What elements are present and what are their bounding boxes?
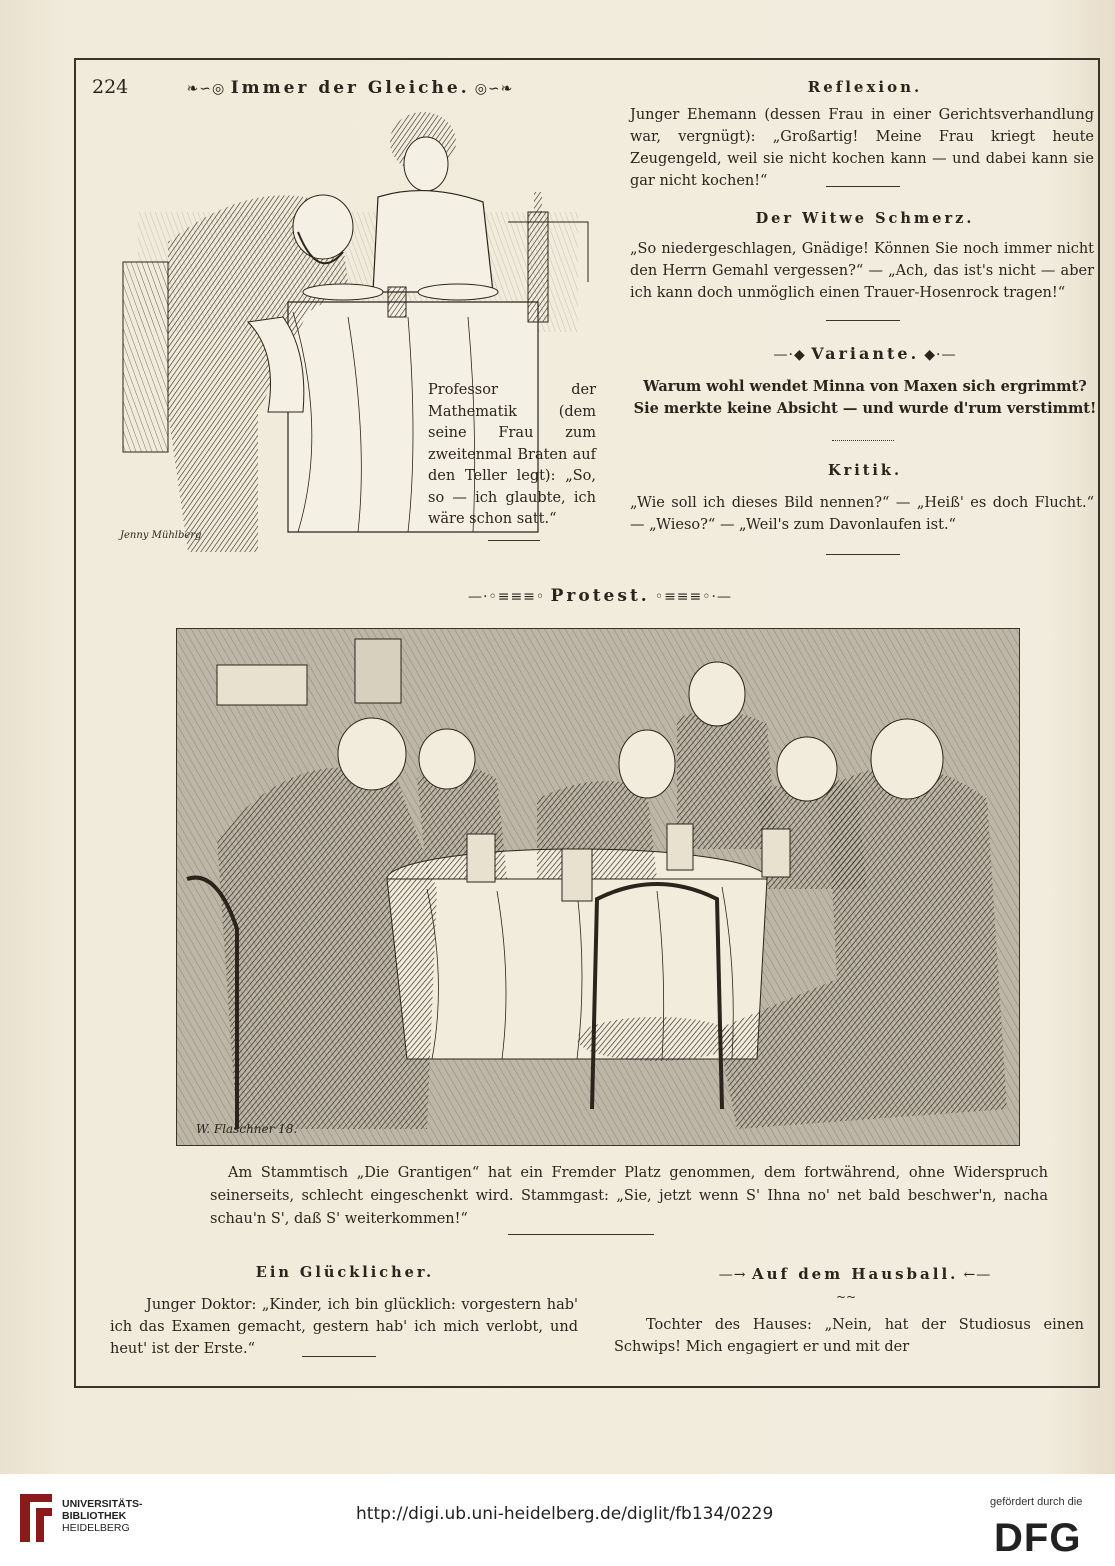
- heading-gluecklicher: Ein Glücklicher.: [255, 1264, 435, 1281]
- ornament-hausball-right: ←—: [963, 1267, 992, 1283]
- divider-protest: [508, 1234, 654, 1235]
- ornament-right: ◎∽❧: [474, 81, 514, 97]
- divider-reflexion: [826, 186, 900, 187]
- text-hausball: Tochter des Hauses: „Nein, hat der Studiosus einen Schwips! Mich engagiert er und mit der: [614, 1317, 1084, 1355]
- footer-bar: [0, 1474, 1115, 1566]
- text-variante: [630, 376, 1100, 420]
- text-reflexion: Junger Ehemann (dessen Frau in einer Gerichtsverhandlung war, vergnügt): „Großartig! Meine Frau kriegt heute Zeugengeld, weil sie nicht kochen kann — und dabei kann sie gar nicht kochen!“: [630, 107, 1094, 189]
- source-url-link[interactable]: http://digi.ub.uni-heidelberg.de/diglit/fb134/0229: [356, 1504, 774, 1524]
- heading-row-hausball: [610, 1264, 1100, 1283]
- text-kritik: „Wie soll ich dieses Bild nennen?“ — „Heiß' es doch Flucht.“ — „Wieso?“ — „Weil's zum Davonlaufen ist.“: [630, 495, 1094, 533]
- library-logo-icon: [16, 1490, 56, 1546]
- divider-variante: [832, 440, 894, 441]
- library-line-1: UNIVERSITÄTS-: [62, 1498, 143, 1510]
- dfg-logo: DFG: [994, 1516, 1082, 1560]
- heading-variante: Variante.: [811, 344, 920, 363]
- library-line-3: HEIDELBERG: [62, 1522, 130, 1534]
- heading-witwe: Der Witwe Schmerz.: [755, 210, 975, 227]
- variante-line-2: Sie merkte keine Absicht — und wurde d'rum verstimmt!: [633, 400, 1097, 417]
- page-number: 224: [92, 76, 129, 98]
- caption-professor: Professor der Mathematik (dem seine Frau zum zweitenmal Braten auf den Teller legt): „So, so — ich glaubte, ich wäre schon satt.“: [428, 382, 596, 527]
- text-gluecklicher: Junger Doktor: „Kinder, ich bin glücklich: vorgestern hab' ich das Examen gemacht, gestern hab' ich mich verlobt, und heut' ist der Erste.“: [110, 1297, 578, 1357]
- ornament-left: ❧∽◎: [186, 81, 231, 97]
- signature-stammtisch: W. Flaschner 18.: [196, 1122, 298, 1136]
- ornament-protest-left: —·◦≡≡≡◦: [468, 589, 551, 605]
- heading-reflexion: Reflexion.: [807, 78, 923, 96]
- heading-row-variante: [630, 344, 1100, 363]
- divider-professor: [488, 540, 540, 541]
- heading-hausball: Auf dem Hausball.: [751, 1265, 959, 1283]
- divider-gluecklicher: [302, 1356, 376, 1357]
- title-immer-der-gleiche: Immer der Gleiche.: [230, 78, 470, 98]
- library-name: [62, 1498, 143, 1534]
- ornament-variante-left: —·◆: [773, 347, 812, 363]
- ornament-protest-right: ◦≡≡≡◦·—: [654, 589, 732, 605]
- illustration-stammtisch: [176, 628, 1020, 1146]
- signature-top-illustration: Jenny Mühlberg: [120, 530, 202, 541]
- title-row-immer: [180, 78, 520, 98]
- ornament-hausball-left: —→: [718, 1267, 752, 1283]
- divider-kritik: [826, 554, 900, 555]
- library-line-2: BIBLIOTHEK: [62, 1510, 127, 1522]
- variante-line-1: Warum wohl wendet Minna von Maxen sich ergrimmt?: [643, 378, 1087, 395]
- ornament-variante-right: ◆·—: [924, 347, 957, 363]
- title-protest: Protest.: [550, 586, 650, 606]
- caption-stammtisch: Am Stammtisch „Die Grantigen“ hat ein Fremder Platz genommen, dem fortwährend, ohne Widerspruch seinerseits, schlecht eingeschenkt wird. Stammgast: „Sie, jetzt wenn S' Ihna no' net bald beschwer'n, nacha schau'n S', daß S' weiterkommen!“: [210, 1165, 1048, 1227]
- title-row-protest: [380, 586, 820, 606]
- divider-witwe: [826, 320, 900, 321]
- text-witwe: „So niedergeschlagen, Gnädige! Können Sie noch immer nicht den Herrn Gemahl vergessen?“ — „Ach, das ist's nicht — aber ich kann doch unmöglich einen Trauer-Hosenrock tragen!“: [630, 241, 1094, 301]
- squiggle-hausball: ~~: [836, 1290, 857, 1304]
- heading-kritik: Kritik.: [827, 462, 903, 479]
- funded-by-label: gefördert durch die: [990, 1496, 1083, 1508]
